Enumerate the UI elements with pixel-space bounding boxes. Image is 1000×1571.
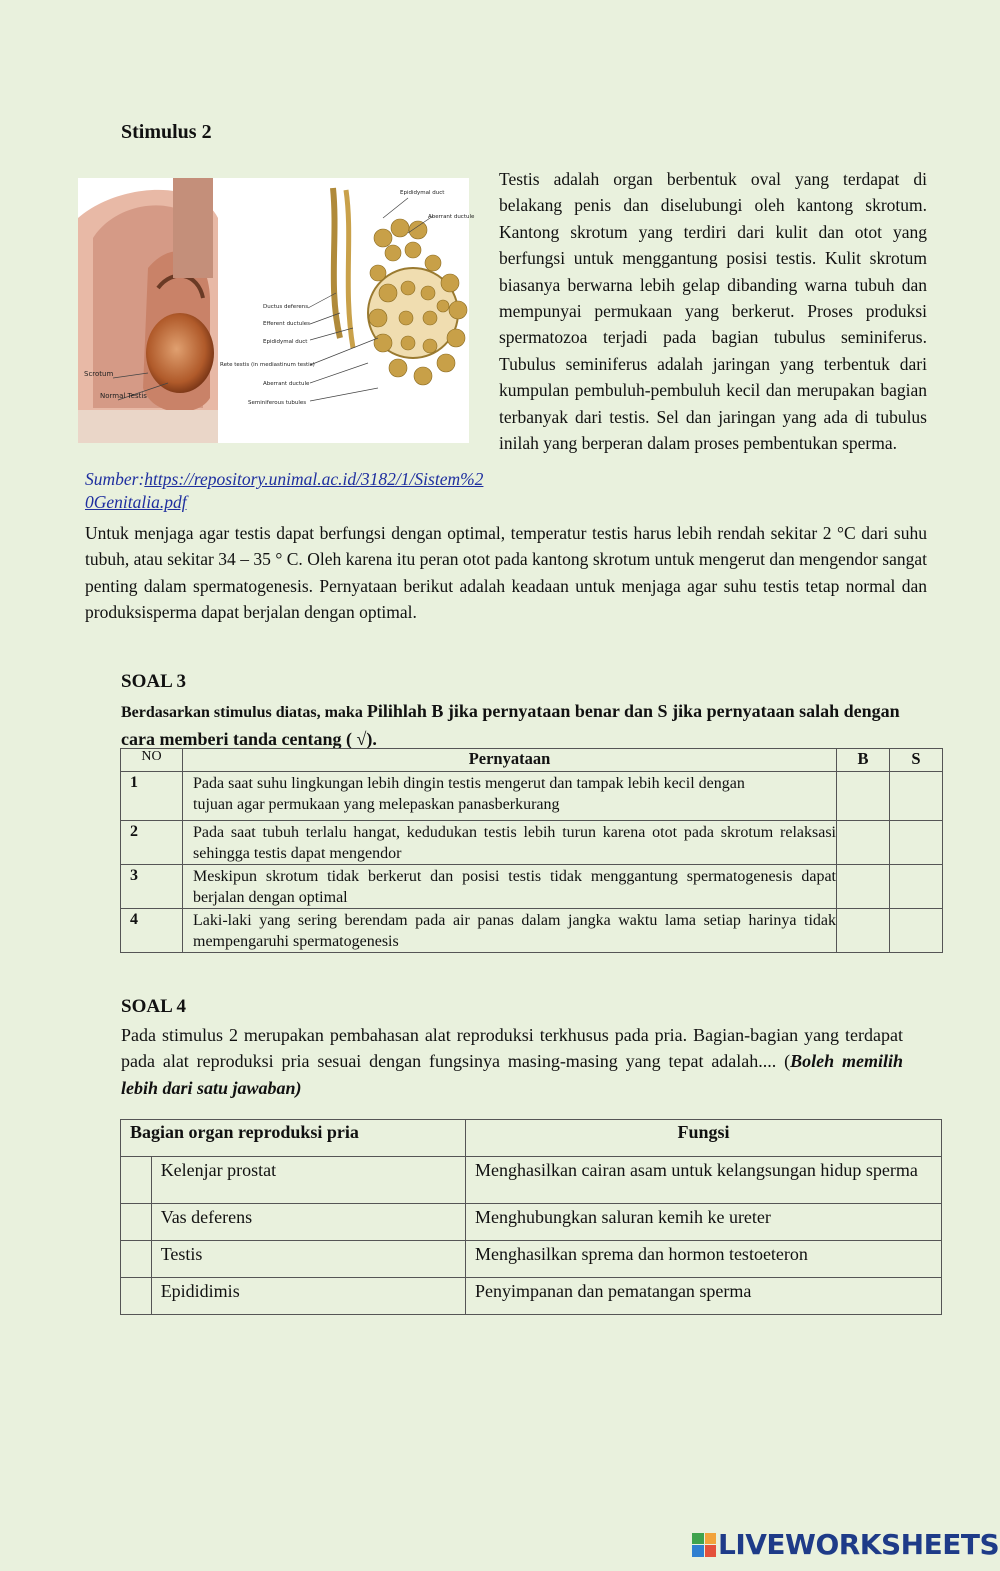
anatomy-illustration bbox=[78, 178, 475, 443]
figure-label-efferent-ductules: Efferent ductules bbox=[263, 321, 310, 327]
choice-checkbox-1[interactable] bbox=[121, 1157, 152, 1204]
organ-part: Testis bbox=[151, 1241, 465, 1278]
figure-label-aberrant-ductule: Aberrant ductule bbox=[263, 381, 310, 387]
soal3-table bbox=[120, 748, 943, 953]
row-statement: Laki-laki yang sering berendam pada air panas dalam jangka waktu lama setiap harinya tidak mempengaruhi spermatogenesis bbox=[183, 909, 837, 953]
figure-label-scrotum: Scrotum bbox=[84, 370, 114, 378]
choice-checkbox-3[interactable] bbox=[121, 1241, 152, 1278]
answer-s-box-3[interactable] bbox=[890, 865, 943, 909]
choice-checkbox-2[interactable] bbox=[121, 1204, 152, 1241]
answer-b-box-4[interactable] bbox=[837, 909, 890, 953]
figure-label-ductus-deferens: Ductus deferens bbox=[263, 304, 309, 310]
soal3-header-row bbox=[121, 749, 943, 772]
table-row bbox=[121, 1204, 942, 1241]
row-number: 4 bbox=[121, 909, 183, 953]
header-s: S bbox=[890, 749, 943, 772]
header-statement: Pernyataan bbox=[183, 749, 837, 772]
stimulus-title: Stimulus 2 bbox=[121, 121, 212, 143]
header-b: B bbox=[837, 749, 890, 772]
figure-label-epididymal-duct-top: Epididymal duct bbox=[400, 190, 445, 196]
soal4-question-text: Pada stimulus 2 merupakan pembahasan alat reproduksi terkhusus pada pria. Bagian-bagian yang terdapat pada alat reproduksi pria sesuai dengan fungsinya masing-masing yang tepat adalah.... ( bbox=[121, 1025, 903, 1072]
table-row bbox=[121, 1241, 942, 1278]
table-row bbox=[121, 865, 943, 909]
body-paragraph: Untuk menjaga agar testis dapat berfungsi dengan optimal, temperatur testis harus lebih rendah sekitar 2 °C dari suhu tubuh, atau sekitar 34 – 35 ° C. Oleh karena itu peran otot pada kantong skrotum untuk mengerut dan mengendor sangat penting dalam spermatogenesis. Pernyataan berikut adalah keadaan untuk menjaga agar suhu testis tetap normal dan produksisperma dapat berjalan dengan optimal. bbox=[85, 523, 927, 623]
table-row bbox=[121, 1278, 942, 1315]
organ-part: Vas deferens bbox=[151, 1204, 465, 1241]
figure-label-aberrant-ductule-top: Aberrant ductule bbox=[428, 214, 475, 220]
soal3-title: SOAL 3 bbox=[121, 671, 186, 692]
answer-s-box-2[interactable] bbox=[890, 821, 943, 865]
row-statement: Meskipun skrotum tidak berkerut dan posisi testis tidak menggantung spermatogenesis dapat berjalan dengan optimal bbox=[183, 865, 837, 909]
soal4-header-row bbox=[121, 1120, 942, 1157]
organ-function: Menghubungkan saluran kemih ke ureter bbox=[466, 1204, 942, 1241]
row-number: 2 bbox=[121, 821, 183, 865]
soal4-title: SOAL 4 bbox=[121, 996, 186, 1017]
figure-label-epididymal-duct: Epididymal duct bbox=[263, 339, 308, 345]
soal4-question bbox=[121, 1022, 903, 1101]
figure-source bbox=[85, 468, 485, 514]
answer-b-box-3[interactable] bbox=[837, 865, 890, 909]
header-part: Bagian organ reproduksi pria bbox=[121, 1120, 466, 1157]
organ-function: Penyimpanan dan pematangan sperma bbox=[466, 1278, 942, 1315]
brand-name: LIVEWORKSHEETS bbox=[718, 1528, 1000, 1561]
table-row bbox=[121, 772, 943, 821]
figure-label-seminiferous-tubules: Seminiferous tubules bbox=[248, 400, 307, 406]
answer-b-box-1[interactable] bbox=[837, 772, 890, 821]
row-number: 3 bbox=[121, 865, 183, 909]
soal3-instruction bbox=[121, 698, 906, 752]
soal3-instruction-part-b: Pilihlah B jika pernyataan benar dan S jika pernyataan salah dengan cara memberi tanda centang ( √). bbox=[121, 701, 900, 749]
organ-part: Epididimis bbox=[151, 1278, 465, 1315]
source-prefix: Sumber: bbox=[85, 469, 145, 489]
soal4-table bbox=[120, 1119, 942, 1315]
row-number: 1 bbox=[121, 772, 183, 821]
figure-label-rete-testis: Rete testis (in mediastinum testis) bbox=[220, 362, 315, 368]
liveworksheets-logo bbox=[692, 1528, 999, 1561]
answer-b-box-2[interactable] bbox=[837, 821, 890, 865]
answer-s-box-1[interactable] bbox=[890, 772, 943, 821]
liveworksheets-logo-icon bbox=[692, 1533, 716, 1557]
header-function: Fungsi bbox=[466, 1120, 942, 1157]
figure-label-normal-testis: Normal Testis bbox=[100, 392, 147, 400]
choice-checkbox-4[interactable] bbox=[121, 1278, 152, 1315]
organ-function: Menghasilkan cairan asam untuk kelangsungan hidup sperma bbox=[466, 1157, 942, 1204]
soal4-emphasis: Boleh memilih lebih dari satu jawaban) bbox=[121, 1051, 903, 1098]
organ-part: Kelenjar prostat bbox=[151, 1157, 465, 1204]
header-no: NO bbox=[121, 749, 183, 772]
table-row bbox=[121, 909, 943, 953]
testis-anatomy-figure bbox=[78, 178, 475, 443]
soal3-instruction-part-a: Berdasarkan stimulus diatas, maka bbox=[121, 704, 367, 721]
row-statement: Pada saat suhu lingkungan lebih dingin testis mengerut dan tampak lebih kecil dengan tujuan agar permukaan yang melepaskan panasberkurang bbox=[183, 772, 837, 821]
table-row bbox=[121, 821, 943, 865]
organ-function: Menghasilkan sprema dan hormon testoeteron bbox=[466, 1241, 942, 1278]
row-statement: Pada saat tubuh terlalu hangat, kedudukan testis lebih turun karena otot pada skrotum relaksasi sehingga testis dapat mengendor bbox=[183, 821, 837, 865]
answer-s-box-4[interactable] bbox=[890, 909, 943, 953]
intro-paragraph: Testis adalah organ berbentuk oval yang terdapat di belakang penis dan diselubungi oleh kantong skrotum. Kantong skrotum yang terdiri dari kulit dan otot yang berfungsi untuk menggantung posisi testis. Kulit skrotum biasanya berwarna lebih gelap dibanding warna tubuh dan mempunyai permukaan yang berkerut. Proses produksi spermatozoa terjadi pada bagian tubulus seminiferus. Tubulus seminiferus adalah jaringan yang terbentuk dari kumpulan pembuluh-pembuluh kecil dan merupakan bagian terbanyak dari testis. Sel dan jaringan yang ada di tubulus inilah yang berperan dalam proses pembentukan sperma. bbox=[499, 169, 927, 454]
source-link[interactable]: https://repository.unimal.ac.id/3182/1/Sistem%20Genitalia.pdf bbox=[85, 469, 484, 512]
table-row bbox=[121, 1157, 942, 1204]
